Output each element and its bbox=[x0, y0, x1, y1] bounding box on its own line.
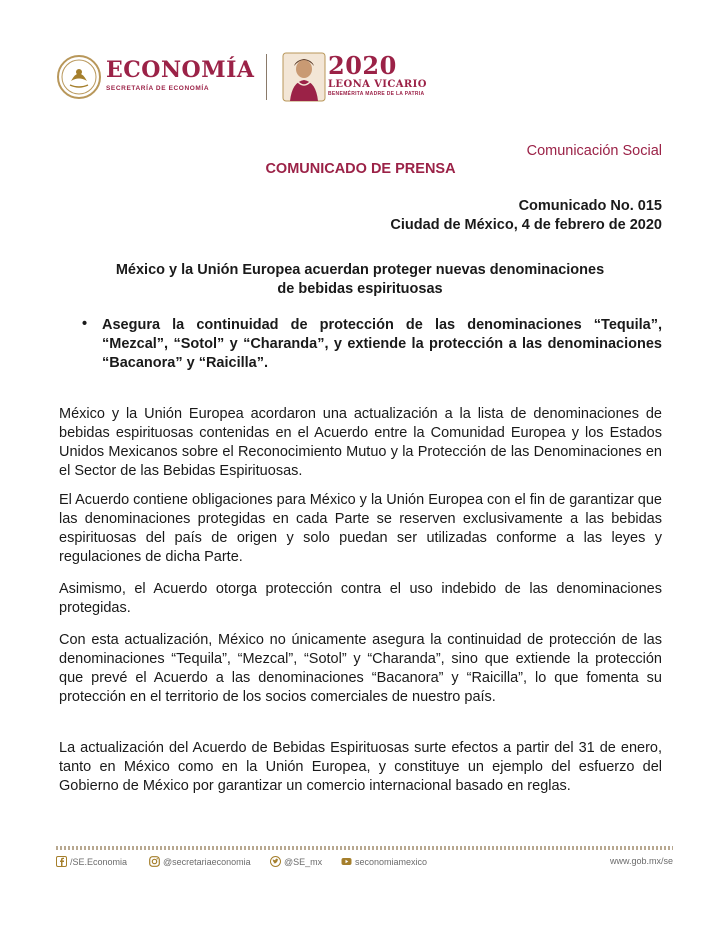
instagram-icon bbox=[149, 856, 160, 867]
body-paragraph: México y la Unión Europea acordaron una actualización a la lista de denominaciones de bebidas espirituosas contenidas en el Acuerdo entre la Comunidad Europea y los Estados Unidos Mexicanos sobre el Reconocimiento Mutuo y la Protección de las Denominaciones en el Sector de las Bebidas Espirituosas. bbox=[59, 406, 662, 479]
mexico-seal-icon bbox=[56, 54, 102, 100]
document-type-text: COMUNICADO DE PRENSA bbox=[265, 161, 456, 177]
footer-divider bbox=[56, 846, 673, 850]
youtube-handle: seconomiamexico bbox=[355, 856, 428, 867]
footer-youtube[interactable] bbox=[341, 856, 427, 867]
instagram-handle: @secretariaeconomia bbox=[163, 856, 251, 867]
facebook-icon bbox=[56, 856, 67, 867]
department-label: Comunicación Social bbox=[526, 143, 662, 159]
twitter-handle: @SE_mx bbox=[284, 856, 323, 867]
brand-block bbox=[106, 58, 254, 92]
brand-title: ECONOMÍA bbox=[106, 57, 255, 83]
footer-instagram[interactable] bbox=[149, 856, 251, 867]
year-number: 2020 bbox=[328, 51, 397, 80]
bullet-text: Asegura la continuidad de protección de las denominaciones “Tequila”, “Mezcal”, “Sotol” y “Charanda”, y extiende la protección a las denominaciones “Bacanora” y “Raicilla”. bbox=[102, 317, 662, 371]
leona-vicario-portrait-icon bbox=[282, 52, 326, 102]
letterhead bbox=[56, 52, 676, 104]
body-paragraph: La actualización del Acuerdo de Bebidas Espirituosas surte efectos a partir del 31 de enero, tanto en México como en la Unión Europea, y constituye un ejemplo del esfuerzo del Gobierno de México por garantizar un comercio internacional basado en reglas. bbox=[59, 740, 662, 794]
document-type bbox=[0, 161, 721, 177]
headline bbox=[80, 261, 640, 299]
footer-facebook[interactable] bbox=[56, 856, 127, 867]
bullet-point bbox=[82, 316, 662, 373]
twitter-icon bbox=[270, 856, 281, 867]
footer bbox=[56, 856, 673, 872]
header-divider bbox=[266, 54, 267, 100]
communique-number: Comunicado No. 015 bbox=[518, 198, 662, 214]
footer-twitter[interactable] bbox=[270, 856, 322, 867]
bullet-icon: • bbox=[82, 316, 88, 332]
body-paragraph: El Acuerdo contiene obligaciones para México y la Unión Europea con el fin de garantizar que las denominaciones protegidas en cada Parte se reserven exclusivamente a las bebidas espirituosas del país de origen y solo puedan ser utilizadas conforme a las leyes y regulaciones de dicha Parte. bbox=[59, 492, 662, 565]
facebook-handle: /SE.Economia bbox=[70, 856, 128, 867]
headline-line-2: de bebidas espirituosas bbox=[277, 281, 443, 297]
headline-line-1: México y la Unión Europea acuerdan proteger nuevas denominaciones bbox=[115, 262, 605, 278]
body-paragraph: Asimismo, el Acuerdo otorga protección contra el uso indebido de las denominaciones protegidas. bbox=[59, 581, 662, 616]
year-name: LEONA VICARIO bbox=[328, 79, 427, 90]
document-meta bbox=[390, 197, 662, 235]
footer-website[interactable]: www.gob.mx/se bbox=[609, 856, 673, 866]
brand-subtitle: SECRETARÍA DE ECONOMÍA bbox=[106, 85, 210, 92]
place-date: Ciudad de México, 4 de febrero de 2020 bbox=[390, 217, 662, 233]
year-block bbox=[328, 51, 427, 97]
youtube-icon bbox=[341, 856, 352, 867]
year-subtitle: BENEMÉRITA MADRE DE LA PATRIA bbox=[328, 91, 425, 97]
body-paragraph: Con esta actualización, México no únicamente asegura la continuidad de protección de las denominaciones “Tequila”, “Mezcal”, “Sotol” y “Charanda”, sino que extiende la protección que prevé el Acuerdo a las denominaciones “Bacanora” y “Raicilla”, lo que fomenta su protección en el territorio de los socios comerciales de nuestro país. bbox=[59, 632, 662, 705]
